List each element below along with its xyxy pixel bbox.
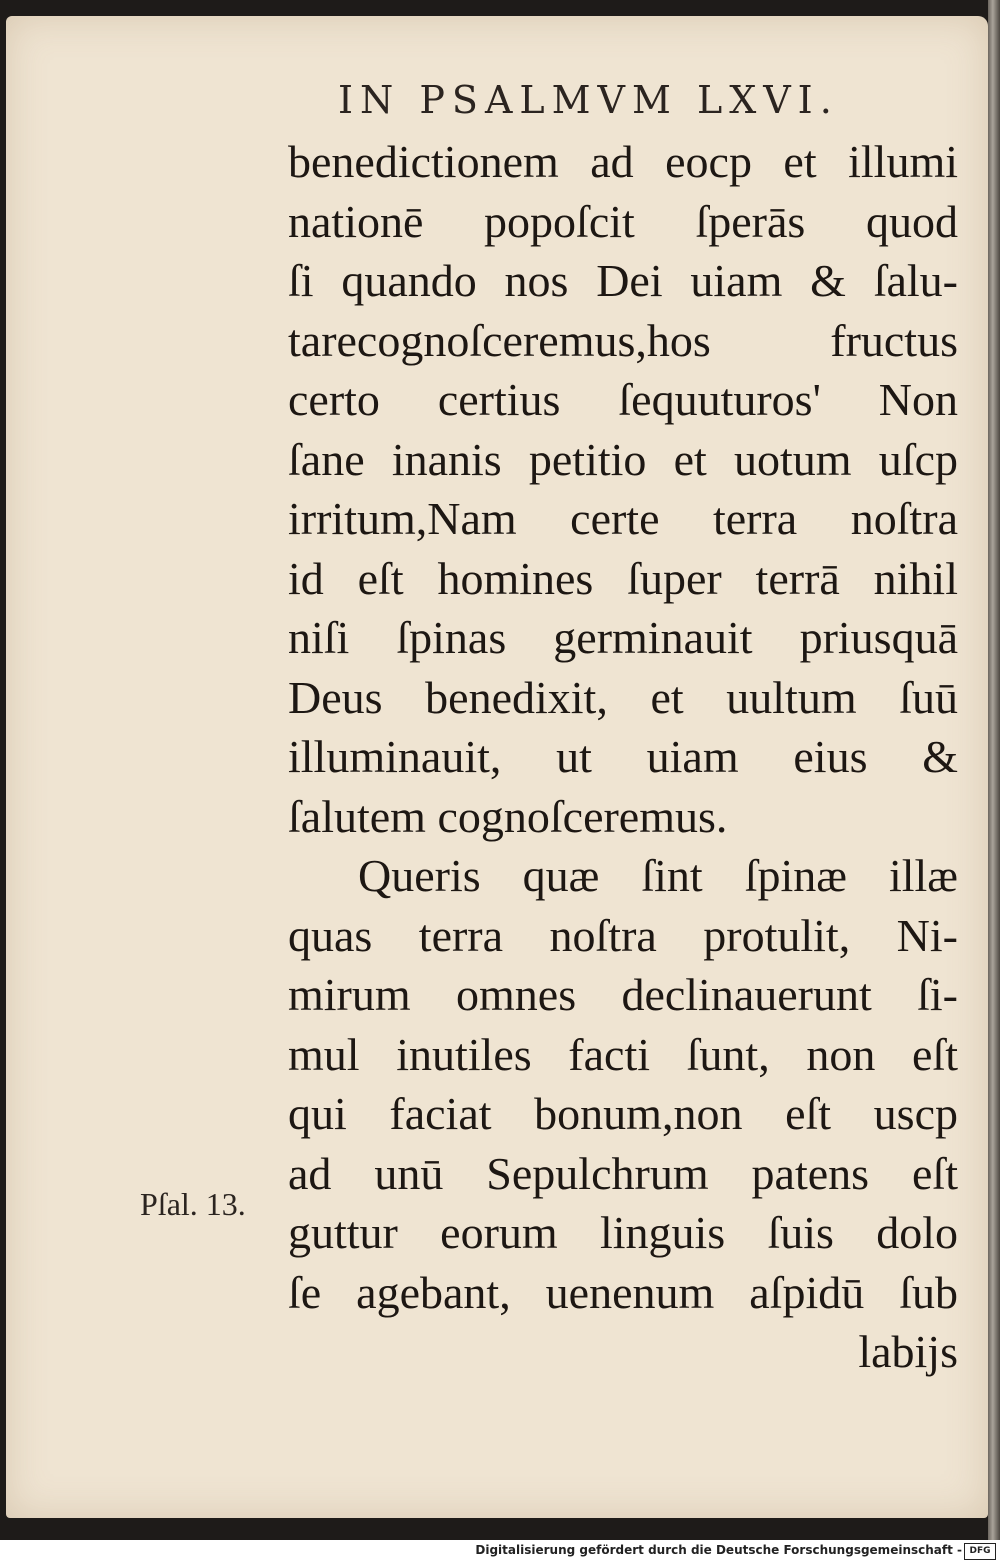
- text-line-paragraph-start: Queris quæ ſint ſpinæ illæ: [358, 850, 958, 901]
- dfg-logo: DFG: [964, 1543, 996, 1560]
- text-line: nationē popoſcit ſperās quod: [288, 195, 958, 247]
- text-line: ad unū Sepulchrum patens eſt: [288, 1147, 958, 1199]
- text-line: ſi quando nos Dei uiam & ſalu-: [288, 255, 958, 306]
- text-line: Deus benedixit, et uultum ſuū: [288, 671, 958, 723]
- text-line: guttur eorum linguis ſuis dolo: [288, 1207, 958, 1258]
- running-head: IN PSALMVM LXVI.: [338, 78, 839, 122]
- footer-credit: Digitalisierung gefördert durch die Deutsche Forschungsgemeinschaft -: [475, 1543, 962, 1557]
- text-line: illuminauit, ut uiam eius &: [288, 731, 958, 782]
- text-line: tarecognoſceremus,hos fructus: [288, 314, 958, 366]
- margin-note: Pſal. 13.: [140, 1186, 246, 1222]
- text-line: quas terra noſtra protulit, Ni-: [288, 909, 958, 961]
- catchword: labijs: [858, 1326, 958, 1377]
- text-line: certo certius ſequuturos' Non: [288, 374, 958, 425]
- footer-bar: [0, 1540, 1000, 1562]
- book-page-edge: [988, 0, 1000, 1540]
- text-line: niſi ſpinas germinauit priusquā: [288, 612, 958, 663]
- text-line: ſane inanis petitio et uotum uſcp: [288, 433, 958, 485]
- text-line: ſe agebant, uenenum aſpidū ſub: [288, 1266, 958, 1318]
- text-line: mul inutiles facti ſunt, non eſt: [288, 1028, 958, 1080]
- text-line: id eſt homines ſuper terrā nihil: [288, 552, 958, 604]
- text-line: irritum,Nam certe terra noſtra: [288, 493, 958, 544]
- text-line: benedictionem ad eocp et illumi: [288, 136, 958, 187]
- text-line: qui faciat bonum,non eſt uscp: [288, 1088, 958, 1139]
- body-text: [288, 132, 958, 1382]
- text-line: ſalutem cognoſceremus.: [288, 790, 728, 842]
- text-line: mirum omnes declinauerunt ſi-: [288, 969, 958, 1020]
